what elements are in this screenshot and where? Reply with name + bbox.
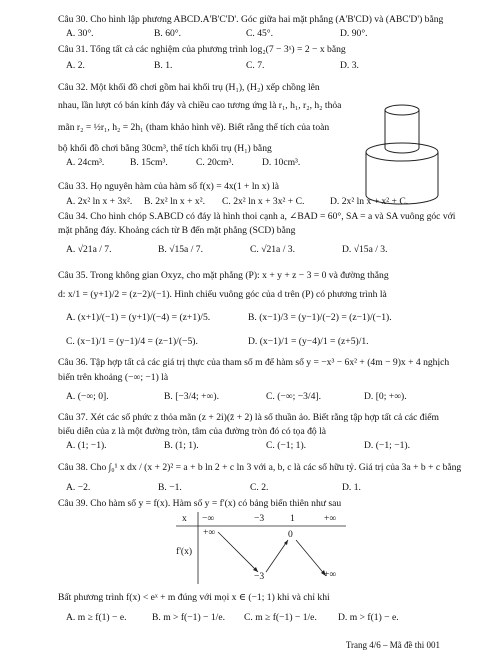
question-37-line1: Câu 37. Xét các số phức z thỏa mãn (z + 2i)(z̄ + 2) là số thuần ảo. Biết rằng tập hợp tất cả các điểm — [58, 412, 439, 423]
question-33: Câu 33. Họ nguyên hàm của hàm số f(x) = 4x(1 + ln x) là — [58, 181, 280, 192]
table-val-top-mid: 0 — [288, 529, 293, 540]
q31-opt-c: C. 7. — [246, 60, 265, 71]
table-x-minus3: −3 — [254, 513, 265, 524]
table-x-pos-inf: +∞ — [324, 513, 337, 524]
question-32-line2: nhau, lần lượt có bán kính đáy và chiều cao tương ứng là r₁, h₁, r₂, h₂ thỏa — [58, 100, 342, 111]
q38-opt-b: B. −1. — [158, 482, 182, 493]
q38-opt-a: A. −2. — [66, 482, 91, 493]
table-val-top-right: +∞ — [324, 569, 337, 580]
q36-opt-a: A. (−∞; 0]. — [66, 391, 109, 402]
question-32-line3: mãn r₂ = ½r₁, h₂ = 2h₁ (tham khảo hình vẽ). Biết rằng thể tích của toàn — [58, 122, 330, 133]
question-37-line2: biểu diễn của z là một đường tròn, tâm của đường tròn đó có tọa độ là — [58, 426, 327, 437]
q31-opt-b: B. 1. — [154, 60, 173, 71]
q39-opt-a: A. m ≥ f(1) − e. — [66, 612, 127, 623]
q30-opt-a: A. 30°. — [66, 28, 94, 39]
q35-opt-d: D. (x−1)/1 = (y−4)/1 = (z+5)/1. — [248, 336, 369, 347]
q34-opt-d: D. √15a / 3. — [342, 244, 388, 255]
question-35-line1: Câu 35. Trong không gian Oxyz, cho mặt phẳng (P): x + y + z − 3 = 0 và đường thẳng — [58, 270, 389, 281]
q39-opt-c: C. m ≥ f(−1) − 1/e. — [244, 612, 317, 623]
q37-opt-d: D. (−1; −1). — [364, 440, 410, 451]
q39-opt-d: D. m > f(1) − e. — [338, 612, 399, 623]
question-34-line1: Câu 34. Cho hình chóp S.ABCD có đáy là hình thoi cạnh a, ∠BAD = 60°, SA = a và SA vuông góc với — [58, 211, 456, 222]
q30-opt-c: C. 45°. — [246, 28, 274, 39]
q34-opt-a: A. √21a / 7. — [66, 244, 112, 255]
q31-opt-d: D. 3. — [340, 60, 359, 71]
q30-opt-b: B. 60°. — [154, 28, 182, 39]
q35-opt-c: C. (x−1)/1 = (y−1)/4 = (z−1)/(−5). — [66, 336, 198, 347]
q37-opt-b: B. (1; 1). — [164, 440, 199, 451]
q36-opt-c: C. (−∞; −3/4]. — [266, 391, 321, 402]
question-36-line1: Câu 36. Tập hợp tất cả các giá trị thực của tham số m để hàm số y = −x³ − 6x² + (4m − 9)x + 4 nghịch — [58, 357, 450, 368]
q33-opt-c: C. 2x² ln x + 3x² + C. — [222, 196, 305, 207]
q32-opt-d: D. 10cm³. — [262, 157, 301, 168]
stacked-cylinders-figure — [352, 100, 452, 210]
question-32-line4: bộ khối đồ chơi bằng 30cm³, thể tích khối trụ (H₁) bằng — [58, 143, 272, 154]
table-fprime-label: f'(x) — [176, 546, 193, 557]
question-32-line1: Câu 32. Một khối đồ chơi gồm hai khối trụ (H₁), (H₂) xếp chồng lên — [58, 82, 320, 93]
q37-opt-a: A. (1; −1). — [66, 440, 107, 451]
question-30: Câu 30. Cho hình lập phương ABCD.A'B'C'D'. Góc giữa hai mặt phẳng (A'B'CD) và (ABC'D') bằng — [58, 14, 444, 25]
q39-opt-b: B. m > f(−1) − 1/e. — [152, 612, 225, 623]
q32-opt-c: C. 20cm³. — [196, 157, 234, 168]
question-31: Câu 31. Tổng tất cả các nghiệm của phương trình log₂(7 − 3ˣ) = 2 − x bằng — [58, 44, 346, 55]
q34-opt-c: C. √21a / 3. — [250, 244, 295, 255]
q33-opt-a: A. 2x² ln x + 3x². — [66, 196, 133, 207]
table-val-top-left: +∞ — [203, 527, 216, 538]
q38-opt-d: D. 1. — [342, 482, 361, 493]
table-x-neg-inf: −∞ — [202, 513, 215, 524]
q36-opt-d: D. [0; +∞). — [364, 391, 407, 402]
q32-opt-a: A. 24cm³. — [66, 157, 105, 168]
table-x-label: x — [182, 513, 187, 524]
question-39-line2: Bất phương trình f(x) < eˣ + m đúng với mọi x ∈ (−1; 1) khi và chỉ khi — [58, 592, 330, 603]
question-38: Câu 38. Cho ∫₀¹ x dx / (x + 2)² = a + b ln 2 + c ln 3 với a, b, c là các số hữu tỷ. Giá trị của 3a + b + c bằng — [58, 462, 462, 473]
q38-opt-c: C. 2. — [250, 482, 269, 493]
q37-opt-c: C. (−1; 1). — [266, 440, 307, 451]
q32-opt-b: B. 15cm³. — [130, 157, 168, 168]
q35-opt-b: B. (x−1)/3 = (y−1)/(−2) = (z−1)/(−1). — [248, 312, 392, 323]
q33-opt-b: B. 2x² ln x + x². — [144, 196, 206, 207]
page-footer: Trang 4/6 – Mã đề thi 001 — [345, 640, 440, 650]
question-36-line2: biến trên khoảng (−∞; −1) là — [58, 372, 169, 383]
table-x-1: 1 — [290, 513, 295, 524]
question-39-line1: Câu 39. Cho hàm số y = f(x). Hàm số y = f'(x) có bảng biến thiên như sau — [58, 498, 342, 509]
q33-opt-d: D. 2x² ln x + x² + C. — [330, 196, 409, 207]
question-35-line2: d: x/1 = (y+1)/2 = (z−2)/(−1). Hình chiếu vuông góc của d trên (P) có phương trình là — [58, 289, 387, 300]
variation-table — [176, 512, 346, 584]
table-val-bottom-mid: −3 — [254, 571, 265, 582]
question-34-line2: mặt phẳng đáy. Khoảng cách từ B đến mặt phẳng (SCD) bằng — [58, 225, 296, 236]
q34-opt-b: B. √15a / 7. — [158, 244, 203, 255]
q31-opt-a: A. 2. — [66, 60, 85, 71]
q30-opt-d: D. 90°. — [340, 28, 368, 39]
q35-opt-a: A. (x+1)/(−1) = (y+1)/(−4) = (z+1)/5. — [66, 312, 211, 323]
q36-opt-b: B. [−3/4; +∞). — [164, 391, 219, 402]
